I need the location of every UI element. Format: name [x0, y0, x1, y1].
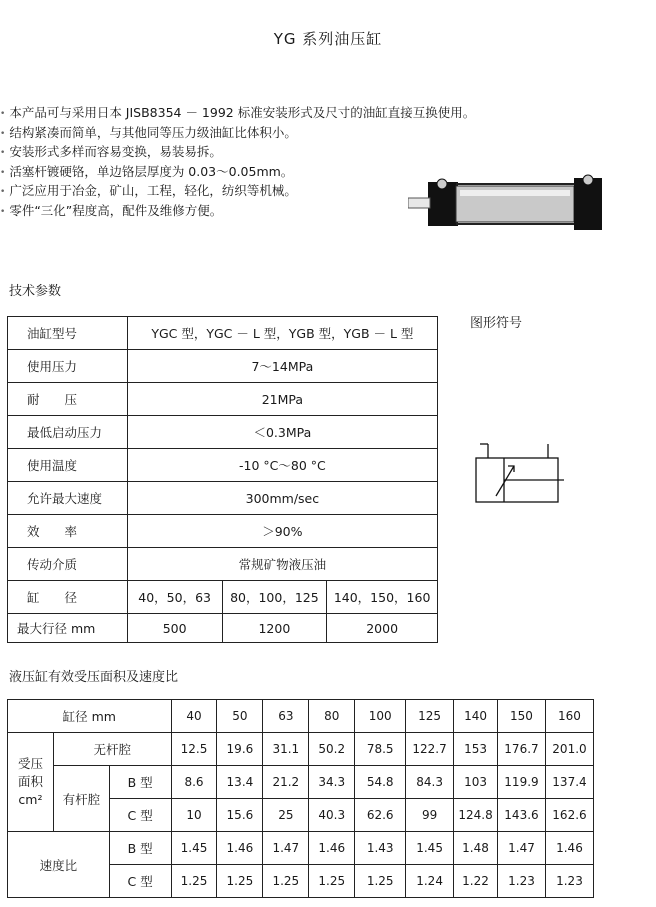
type-label: B 型: [109, 766, 171, 799]
area-value: 137.4: [545, 766, 593, 799]
speed-value: 1.47: [263, 832, 309, 865]
cylinder-symbol-icon: [470, 436, 570, 506]
cylinder-cap-block: [574, 178, 602, 230]
bore-group: 40，50，63: [127, 581, 222, 614]
area-value: 176.7: [498, 733, 546, 766]
stroke-value: 1200: [222, 614, 327, 643]
no-rod-label: 无杆腔: [53, 733, 171, 766]
spec-label: 效 率: [8, 515, 128, 548]
feature-item: • 广泛应用于冶金，矿山，工程，轻化，纺织等机械。: [0, 181, 475, 201]
spec-label: 油缸型号: [8, 317, 128, 350]
spec-value: YGC 型，YGC － L 型，YGB 型，YGB － L 型: [127, 317, 437, 350]
spec-section-title: 技术参数: [9, 284, 62, 299]
table-row: [8, 700, 594, 733]
table-row: [8, 733, 594, 766]
area-value: 50.2: [309, 733, 355, 766]
spec-label: 最低启动压力: [8, 416, 128, 449]
area-value: 153: [454, 733, 498, 766]
piston-rod: [408, 198, 430, 208]
feature-item: • 结构紧凑而简单，与其他同等压力级油缸比体积小。: [0, 123, 475, 143]
speed-value: 1.43: [355, 832, 406, 865]
spec-table: [7, 316, 438, 643]
table-row: [8, 416, 438, 449]
speed-value: 1.25: [263, 865, 309, 898]
speed-ratio-label: 速度比: [8, 832, 110, 898]
rod-label: 有杆腔: [53, 766, 109, 832]
bore-value: 150: [498, 700, 546, 733]
feature-list: [0, 103, 475, 220]
stroke-value: 500: [127, 614, 222, 643]
area-group-label-line: 面积: [17, 774, 43, 789]
bore-group: 80，100，125: [222, 581, 327, 614]
bore-value: 63: [263, 700, 309, 733]
bore-value: 100: [355, 700, 406, 733]
spec-label: 使用压力: [8, 350, 128, 383]
area-group-unit: cm²: [18, 792, 43, 807]
area-group-label-line: 受压: [17, 756, 43, 771]
area-value: 8.6: [171, 766, 217, 799]
table-row: [8, 383, 438, 416]
bore-value: 160: [545, 700, 593, 733]
spec-value: 常规矿物液压油: [127, 548, 437, 581]
table-row: [8, 317, 438, 350]
speed-value: 1.25: [309, 865, 355, 898]
table-row: [8, 548, 438, 581]
bore-value: 50: [217, 700, 263, 733]
bore-group: 140，150，160: [327, 581, 438, 614]
type-label: C 型: [109, 865, 171, 898]
table-row: [8, 766, 594, 799]
spec-label: 传动介质: [8, 548, 128, 581]
table-row: [8, 515, 438, 548]
barrel-highlight: [460, 190, 570, 196]
feature-item: • 活塞杆镀硬铬，单边铬层厚度为 0.03～0.05mm。: [0, 162, 475, 182]
symbol-label: 图形符号: [470, 316, 523, 331]
bore-value: 125: [406, 700, 454, 733]
spec-value: 7～14MPa: [127, 350, 437, 383]
speed-value: 1.45: [171, 832, 217, 865]
table-row: [8, 832, 594, 865]
speed-value: 1.23: [545, 865, 593, 898]
bore-value: 40: [171, 700, 217, 733]
speed-value: 1.23: [498, 865, 546, 898]
area-value: 99: [406, 799, 454, 832]
area-value: 84.3: [406, 766, 454, 799]
area-value: 31.1: [263, 733, 309, 766]
port-fitting: [583, 175, 593, 185]
hydraulic-cylinder-photo: [408, 160, 608, 242]
area-value: 19.6: [217, 733, 263, 766]
area-value: 124.8: [454, 799, 498, 832]
page-title: YG 系列油压缸: [273, 30, 383, 48]
table-row: [8, 581, 438, 614]
table-row: [8, 449, 438, 482]
feature-item: • 本产品可与采用日本 JISB8354 － 1992 标准安装形式及尺寸的油缸直接互换使用。: [0, 103, 475, 123]
area-value: 12.5: [171, 733, 217, 766]
table-row: [8, 482, 438, 515]
spec-label: 最大行径 mm: [8, 614, 128, 643]
area-value: 103: [454, 766, 498, 799]
stroke-value: 2000: [327, 614, 438, 643]
area-section-title: 液压缸有效受压面积及速度比: [9, 670, 179, 685]
type-label: C 型: [109, 799, 171, 832]
speed-value: 1.46: [309, 832, 355, 865]
area-value: 25: [263, 799, 309, 832]
spec-value: ＜0.3MPa: [127, 416, 437, 449]
speed-value: 1.25: [171, 865, 217, 898]
area-value: 13.4: [217, 766, 263, 799]
spec-value: 21MPa: [127, 383, 437, 416]
area-value: 54.8: [355, 766, 406, 799]
area-table: [7, 699, 594, 898]
area-value: 10: [171, 799, 217, 832]
speed-value: 1.47: [498, 832, 546, 865]
bore-value: 80: [309, 700, 355, 733]
spec-label: 允许最大速度: [8, 482, 128, 515]
bore-value: 140: [454, 700, 498, 733]
speed-value: 1.46: [217, 832, 263, 865]
feature-item: • 零件“三化”程度高，配件及维修方便。: [0, 201, 475, 221]
area-value: 143.6: [498, 799, 546, 832]
area-value: 119.9: [498, 766, 546, 799]
spec-value: 300mm/sec: [127, 482, 437, 515]
area-value: 21.2: [263, 766, 309, 799]
speed-value: 1.22: [454, 865, 498, 898]
type-label: B 型: [109, 832, 171, 865]
speed-value: 1.25: [355, 865, 406, 898]
spec-label: 使用温度: [8, 449, 128, 482]
table-row: [8, 350, 438, 383]
area-value: 62.6: [355, 799, 406, 832]
area-value: 34.3: [309, 766, 355, 799]
speed-value: 1.46: [545, 832, 593, 865]
speed-value: 1.24: [406, 865, 454, 898]
area-group-label: [8, 733, 54, 832]
area-value: 15.6: [217, 799, 263, 832]
area-value: 78.5: [355, 733, 406, 766]
area-value: 201.0: [545, 733, 593, 766]
spec-value: -10 °C～80 °C: [127, 449, 437, 482]
area-value: 122.7: [406, 733, 454, 766]
speed-value: 1.45: [406, 832, 454, 865]
area-value: 162.6: [545, 799, 593, 832]
spec-value: ＞90%: [127, 515, 437, 548]
speed-value: 1.48: [454, 832, 498, 865]
area-value: 40.3: [309, 799, 355, 832]
table-row: [8, 614, 438, 643]
speed-value: 1.25: [217, 865, 263, 898]
feature-item: • 安装形式多样而容易变换，易装易拆。: [0, 142, 475, 162]
port-fitting: [437, 179, 447, 189]
bore-header: 缸径 mm: [8, 700, 172, 733]
spec-label: 缸 径: [8, 581, 128, 614]
spec-label: 耐 压: [8, 383, 128, 416]
